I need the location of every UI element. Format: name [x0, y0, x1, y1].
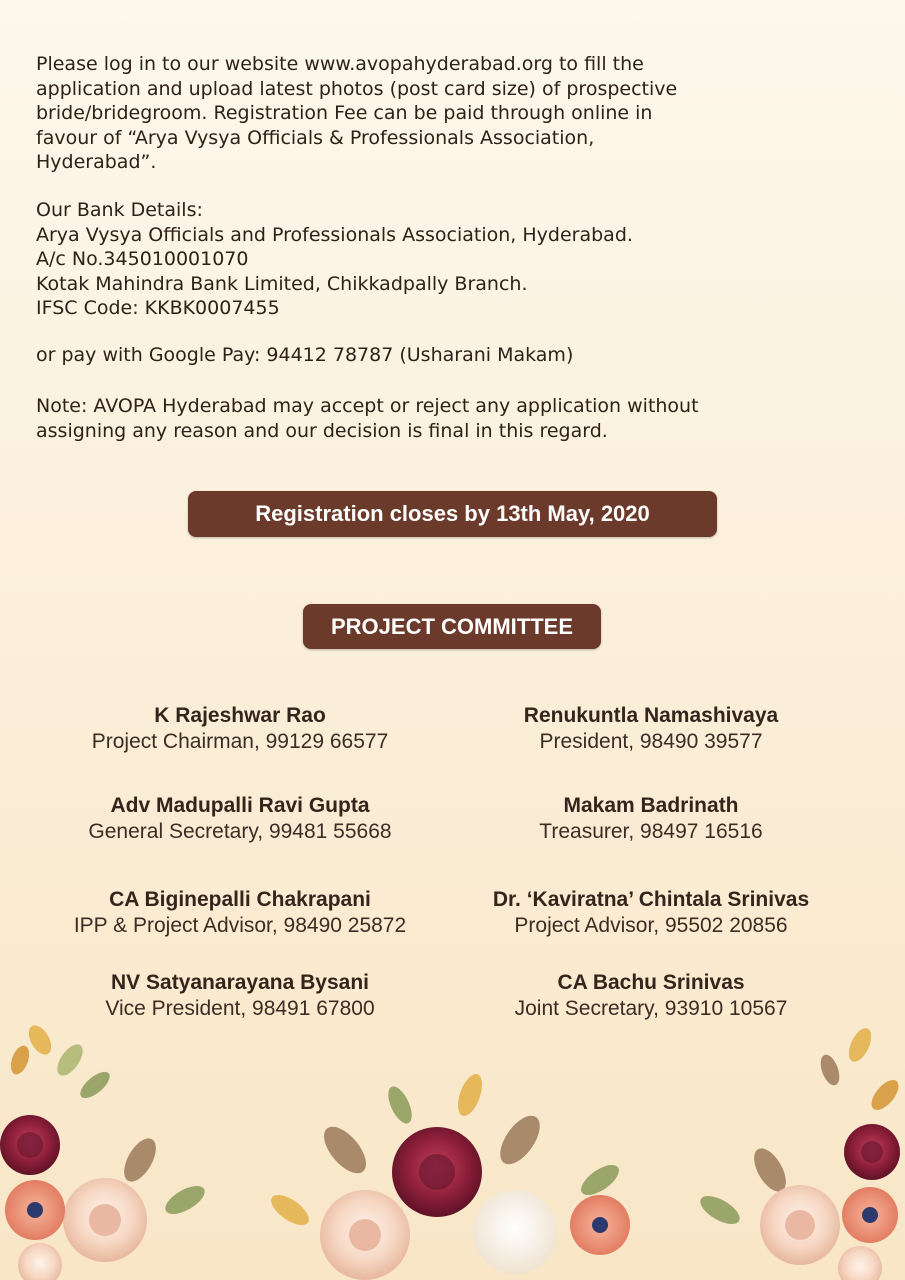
- bank-account-name: Arya Vysya Officials and Professionals Association, Hyderabad.: [36, 223, 633, 246]
- white-rose-icon: [473, 1190, 557, 1274]
- bank-branch: Kotak Mahindra Bank Limited, Chikkadpally Branch.: [36, 272, 528, 295]
- green-leaf-icon: [576, 1159, 624, 1201]
- committee-member: [20, 703, 460, 755]
- brown-leaf-icon: [492, 1109, 547, 1171]
- registration-deadline-banner: Registration closes by 13th May, 2020: [188, 491, 717, 537]
- member-role: General Secretary, 99481 55668: [88, 820, 392, 843]
- pink-rose-icon: [838, 1246, 882, 1280]
- committee-heading: PROJECT COMMITTEE: [303, 604, 601, 649]
- committee-member: [20, 887, 460, 939]
- green-leaf-icon: [696, 1190, 744, 1229]
- member-name: K Rajeshwar Rao: [154, 704, 326, 727]
- bank-heading: Our Bank Details:: [36, 199, 203, 221]
- bank-details: [36, 198, 816, 321]
- green-leaf-icon: [383, 1083, 416, 1127]
- brown-leaf-icon: [817, 1052, 843, 1088]
- member-role: Project Chairman, 99129 66577: [91, 730, 389, 753]
- member-name: Renukuntla Namashivaya: [523, 704, 779, 727]
- center-flower-cluster: [266, 1071, 630, 1280]
- note-line-1: Note: AVOPA Hyderabad may accept or reject any application without: [36, 395, 699, 417]
- gold-leaf-icon: [867, 1075, 904, 1114]
- intro-line-3: bride/bridegroom. Registration Fee can be paid through online in: [36, 102, 653, 124]
- member-role: Project Advisor, 95502 20856: [514, 914, 788, 937]
- member-role: Vice President, 98491 67800: [105, 997, 375, 1020]
- brown-leaf-icon: [316, 1120, 373, 1181]
- committee-member: [431, 703, 871, 755]
- member-role: IPP & Project Advisor, 98490 25872: [73, 914, 407, 937]
- member-name: NV Satyanarayana Bysani: [111, 971, 369, 994]
- gold-leaf-icon: [7, 1043, 32, 1077]
- bank-ifsc: IFSC Code: KKBK0007455: [36, 297, 280, 319]
- gold-leaf-icon: [844, 1025, 876, 1065]
- gold-leaf-icon: [453, 1071, 487, 1119]
- member-role: Treasurer, 98497 16516: [539, 820, 763, 843]
- member-name: Adv Madupalli Ravi Gupta: [110, 794, 370, 817]
- intro-line-2: application and upload latest photos (post card size) of prospective: [36, 77, 678, 100]
- green-leaf-icon: [76, 1067, 114, 1102]
- green-leaf-icon: [161, 1180, 209, 1219]
- intro-line-5: Hyderabad”.: [36, 151, 157, 173]
- disclaimer-note: [36, 394, 816, 443]
- committee-member: [20, 793, 460, 845]
- left-flower-cluster: [0, 1022, 209, 1280]
- gold-leaf-icon: [266, 1189, 314, 1231]
- green-leaf-icon: [52, 1040, 87, 1080]
- member-name: Makam Badrinath: [563, 794, 739, 817]
- intro-line-1: Please log in to our website www.avopahyderabad.org to fill the: [36, 53, 644, 75]
- note-line-2: assigning any reason and our decision is final in this regard.: [36, 419, 608, 442]
- google-pay-info: or pay with Google Pay: 94412 78787 (Usharani Makam): [36, 344, 574, 366]
- member-role: Joint Secretary, 93910 10567: [514, 997, 788, 1020]
- bank-account-number: A/c No.345010001070: [36, 248, 249, 270]
- registration-instructions: [36, 52, 816, 175]
- member-name: CA Biginepalli Chakrapani: [109, 888, 371, 911]
- committee-member: [431, 793, 871, 845]
- floral-border-illustration: [0, 1000, 905, 1280]
- pink-rose-icon: [18, 1243, 62, 1280]
- intro-line-4: favour of “Arya Vysya Officials & Professionals Association,: [36, 126, 595, 149]
- member-name: CA Bachu Srinivas: [557, 971, 745, 994]
- member-role: President, 98490 39577: [539, 730, 763, 753]
- committee-member: [431, 887, 871, 939]
- member-name: Dr. ‘Kaviratna’ Chintala Srinivas: [492, 888, 810, 911]
- right-flower-cluster: [696, 1025, 904, 1280]
- brown-leaf-icon: [118, 1133, 163, 1187]
